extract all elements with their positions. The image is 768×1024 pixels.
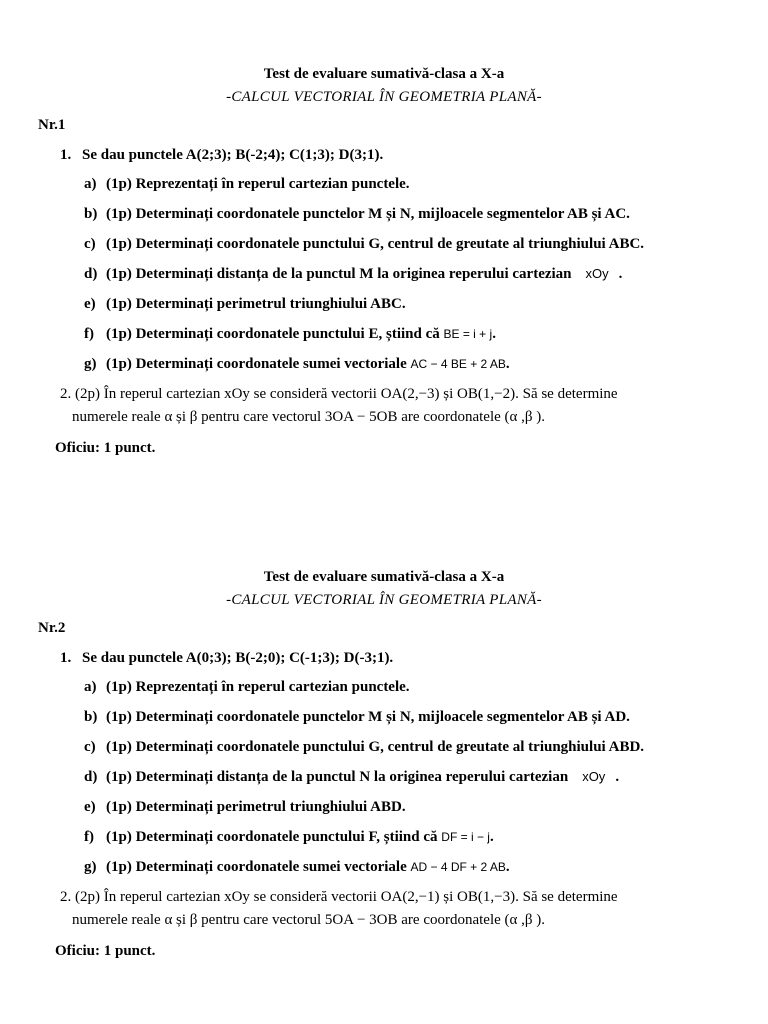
sub-item-c: c) (1p) Determinați coordonatele punctului G, centrul de greutate al triunghiului ABC. (84, 236, 645, 252)
question-2 (60, 383, 768, 429)
sub-item-c: c) (1p) Determinați coordonatele punctului G, centrul de greutate al triunghiului ABD. (84, 739, 645, 755)
sub-item-b: b) (1p) Determinați coordonatele punctelor M și N, mijloacele segmentelor AB și AD. (84, 709, 630, 725)
sub-item-b: b) (1p) Determinați coordonatele punctelor M și N, mijloacele segmentelor AB și AC. (84, 206, 630, 222)
oficiu-note: Oficiu: 1 punct. (55, 943, 156, 959)
question-1 (60, 141, 768, 169)
test-section-1 (0, 63, 768, 465)
test-subtitle: -CALCUL VECTORIAL ÎN GEOMETRIA PLANĂ- (226, 89, 542, 105)
question-2-line-2: numerele reale α și β pentru care vectorul 3OA − 5OB are coordonatele (α ,β ). (72, 409, 546, 425)
sub-item-a: a) (1p) Reprezentați în reperul cartezian punctele. (84, 176, 410, 192)
sub-item-e: e) (1p) Determinați perimetrul triunghiului ABD. (84, 799, 406, 815)
question-number: 1. (60, 650, 72, 666)
variant-number: Nr.2 (38, 620, 66, 636)
test-title: Test de evaluare sumativă-clasa a X-a (263, 569, 505, 585)
question-text: Se dau punctele A(0;3); B(-2;0); C(-1;3); D(-3;1). (82, 650, 394, 666)
sub-item-d: d) (1p) Determinați distanța de la punctul M la originea reperului cartezian xOy . (84, 266, 623, 282)
math-expression: AD − 4 DF + 2 AB (410, 860, 506, 874)
question-1 (60, 644, 768, 672)
question-2-line-2: numerele reale α și β pentru care vectorul 5OA − 3OB are coordonatele (α ,β ). (72, 912, 546, 928)
sub-item-f: f) (1p) Determinați coordonatele punctului E, știind că BE = i + j. (84, 326, 496, 342)
test-subtitle: -CALCUL VECTORIAL ÎN GEOMETRIA PLANĂ- (226, 592, 542, 608)
question-2 (60, 886, 768, 932)
sub-item-f: f) (1p) Determinați coordonatele punctului F, știind că DF = i − j. (84, 829, 494, 845)
math-expression: xOy (585, 266, 609, 281)
oficiu-note: Oficiu: 1 punct. (55, 440, 156, 456)
math-expression: DF = i − j (441, 830, 490, 844)
question-number: 1. (60, 147, 72, 163)
sub-item-e: e) (1p) Determinați perimetrul triunghiului ABC. (84, 296, 406, 312)
question-2-line-1: 2. (2p) În reperul cartezian xOy se consideră vectorii OA(2,−1) și OB(1,−3). Să se determine (60, 889, 618, 905)
test-section-2 (0, 566, 768, 968)
question-text: Se dau punctele A(2;3); B(-2;4); C(1;3); D(3;1). (82, 147, 384, 163)
sub-item-d: d) (1p) Determinați distanța de la punctul N la originea reperului cartezian xOy . (84, 769, 620, 785)
sub-item-g: g) (1p) Determinați coordonatele sumei vectoriale AD − 4 DF + 2 AB. (84, 859, 510, 875)
variant-number: Nr.1 (38, 117, 66, 133)
math-expression: BE = i + j (443, 327, 493, 341)
math-expression: xOy (582, 769, 606, 784)
test-title: Test de evaluare sumativă-clasa a X-a (263, 66, 505, 82)
question-2-line-1: 2. (2p) În reperul cartezian xOy se consideră vectorii OA(2,−3) și OB(1,−2). Să se determine (60, 386, 618, 402)
math-expression: AC − 4 BE + 2 AB (410, 357, 506, 371)
sub-item-a: a) (1p) Reprezentați în reperul cartezian punctele. (84, 679, 410, 695)
sub-item-g: g) (1p) Determinați coordonatele sumei vectoriale AC − 4 BE + 2 AB. (84, 356, 510, 372)
